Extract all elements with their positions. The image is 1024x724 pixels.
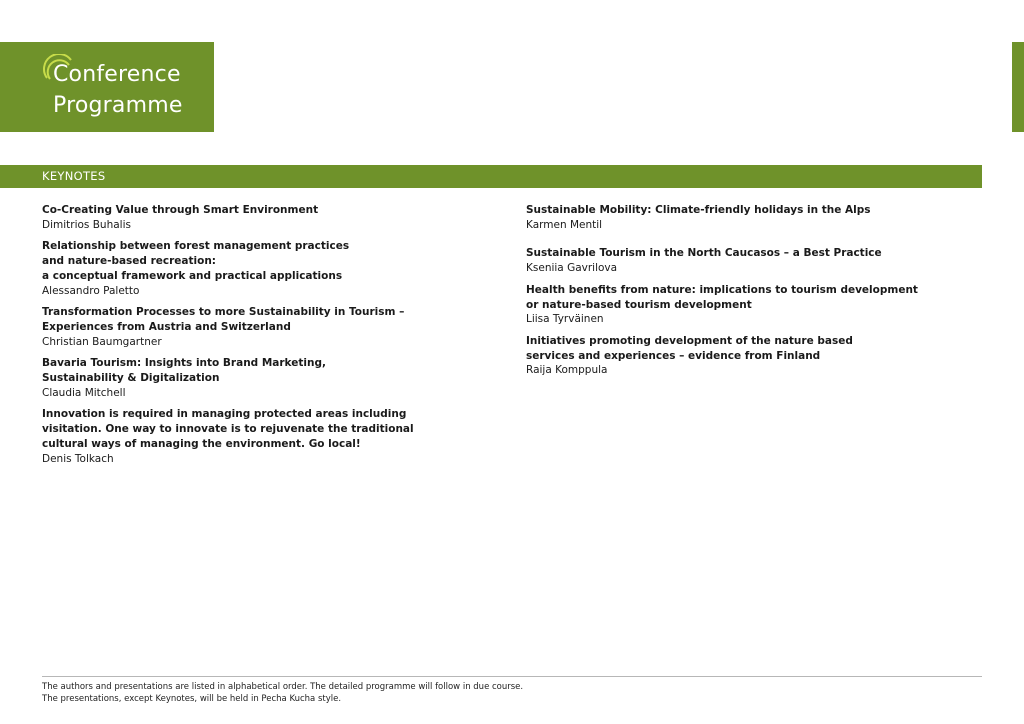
keynote-item xyxy=(526,246,926,275)
keynote-speaker: Christian Baumgartner xyxy=(42,335,162,348)
keynote-speaker: Claudia Mitchell xyxy=(42,386,126,399)
page-title-line-2: Programme xyxy=(53,93,183,118)
section-header-bar xyxy=(0,165,982,188)
title-block xyxy=(0,42,214,132)
footer-note-2: The presentations, except Keynotes, will be held in Pecha Kucha style. xyxy=(42,694,342,705)
keynote-title: Relationship between forest management practices and nature-based recreation: a conceptual framework and practical applications xyxy=(42,240,350,282)
footer-note-1: The authors and presentations are listed in alphabetical order. The detailed programme will follow in due course. xyxy=(42,682,524,692)
keynote-item xyxy=(42,356,442,400)
keynote-item xyxy=(526,283,926,327)
keynote-title: Initiatives promoting development of the nature based services and experiences – evidence from Finland xyxy=(526,334,853,362)
keynote-item xyxy=(42,305,442,349)
keynote-speaker: Kseniia Gavrilova xyxy=(526,262,618,275)
keynote-speaker: Denis Tolkach xyxy=(42,452,114,465)
keynote-speaker: Dimitrios Buhalis xyxy=(42,218,131,231)
keynote-item xyxy=(42,203,442,232)
keynote-item xyxy=(526,334,926,378)
page-title-line-1: Conference xyxy=(53,62,181,87)
keynote-speaker: Liisa Tyrväinen xyxy=(526,313,604,326)
footer-divider xyxy=(42,676,982,677)
keynote-title: Bavaria Tourism: Insights into Brand Marketing, Sustainability & Digitalization xyxy=(42,357,326,385)
keynote-title: Co-Creating Value through Smart Environment xyxy=(42,204,319,216)
keynote-item xyxy=(42,407,442,466)
keynote-item xyxy=(42,239,442,298)
section-label: KEYNOTES xyxy=(42,169,106,183)
keynote-title: Innovation is required in managing protected areas including visitation. One way to innovate is to rejuvenate the traditional cultural ways of managing the environment. Go local! xyxy=(42,408,414,450)
keynote-speaker: Karmen Mentil xyxy=(526,218,603,231)
right-edge-tab xyxy=(1012,42,1024,132)
keynote-item xyxy=(526,203,926,232)
keynote-title: Sustainable Mobility: Climate-friendly holidays in the Alps xyxy=(526,204,871,216)
keynotes-left-column xyxy=(42,203,442,466)
keynote-speaker: Raija Komppula xyxy=(526,364,608,377)
keynote-speaker: Alessandro Paletto xyxy=(42,284,140,297)
footer-notes xyxy=(42,681,982,706)
keynote-title: Sustainable Tourism in the North Caucasos – a Best Practice xyxy=(526,247,882,260)
keynote-title: Transformation Processes to more Sustainability in Tourism – Experiences from Austria and Switzerland xyxy=(42,306,405,333)
keynotes-right-column xyxy=(526,203,926,378)
keynote-title: Health benefits from nature: implications to tourism development or nature-based tourism development xyxy=(526,283,918,311)
